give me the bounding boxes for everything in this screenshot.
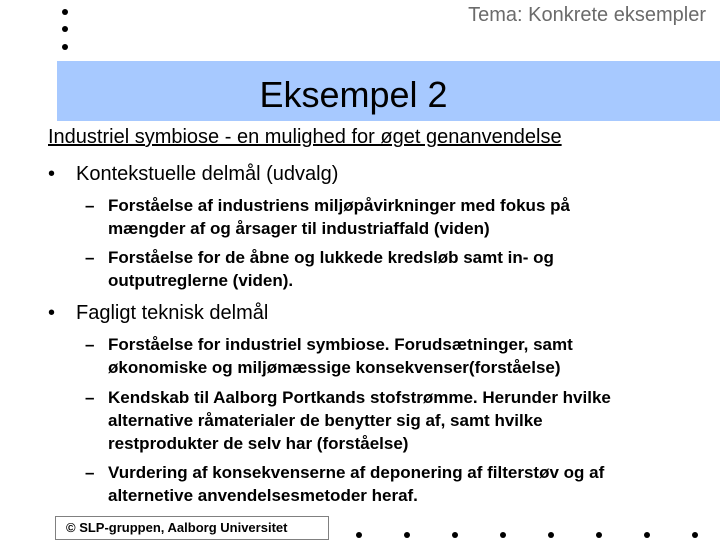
list-item-line: Forståelse af industriens miljøpåvirkninger med fokus på	[108, 196, 570, 215]
list-item-line: outputreglerne (viden).	[108, 271, 294, 290]
title-band	[57, 61, 720, 121]
dash-icon: –	[85, 463, 95, 482]
decor-dot	[644, 532, 650, 538]
footer-copyright: © SLP-gruppen, Aalborg Universitet	[66, 520, 288, 535]
dash-icon: –	[85, 248, 95, 267]
footer	[55, 516, 329, 540]
slide-subtitle: Industriel symbiose - en mulighed for øget genanvendelse	[48, 126, 562, 148]
list-item-line: alternetive anvendelsesmetoder heraf.	[108, 486, 418, 505]
slide-title: Eksempel 2	[259, 74, 448, 115]
list-item	[85, 333, 573, 379]
list-item-line: økonomiske og miljømæssige konsekvenser(forståelse)	[108, 358, 561, 377]
dash-icon: –	[85, 196, 95, 215]
decor-dot	[692, 532, 698, 538]
section-heading-text: Kontekstuelle delmål (udvalg)	[76, 163, 339, 185]
list-item-line: mængder af og årsager til industriaffald (viden)	[108, 219, 490, 238]
section-heading-text: Fagligt teknisk delmål	[76, 302, 269, 324]
list-item	[85, 461, 604, 507]
decor-dot	[62, 26, 68, 32]
list-item-line: alternative råmaterialer de benytter sig af, samt hvilke	[108, 411, 543, 430]
list-item	[85, 246, 554, 292]
decor-dot	[452, 532, 458, 538]
section-heading-2	[48, 302, 268, 325]
list-item-line: Forståelse for industriel symbiose. Forudsætninger, samt	[108, 335, 573, 354]
list-item	[85, 194, 570, 240]
decor-dot	[356, 532, 362, 538]
list-item	[85, 386, 611, 455]
bullet-icon: •	[48, 302, 56, 324]
decor-dot	[596, 532, 602, 538]
slide-topic: Tema: Konkrete eksempler	[468, 4, 706, 26]
dash-icon: –	[85, 388, 95, 407]
decor-dot	[62, 44, 68, 50]
decor-dot	[500, 532, 506, 538]
list-item-line: Forståelse for de åbne og lukkede kredsløb samt in- og	[108, 248, 554, 267]
bullet-icon: •	[48, 163, 56, 185]
list-item-line: Kendskab til Aalborg Portkands stofstrømme. Herunder hvilke	[108, 388, 611, 407]
decor-dot	[404, 532, 410, 538]
list-item-line: restprodukter de selv har (forståelse)	[108, 434, 409, 453]
section-heading-1	[48, 163, 338, 186]
decor-dot	[62, 9, 68, 15]
dash-icon: –	[85, 335, 95, 354]
list-item-line: Vurdering af konsekvenserne af deponering af filterstøv og af	[108, 463, 605, 482]
decor-dot	[548, 532, 554, 538]
